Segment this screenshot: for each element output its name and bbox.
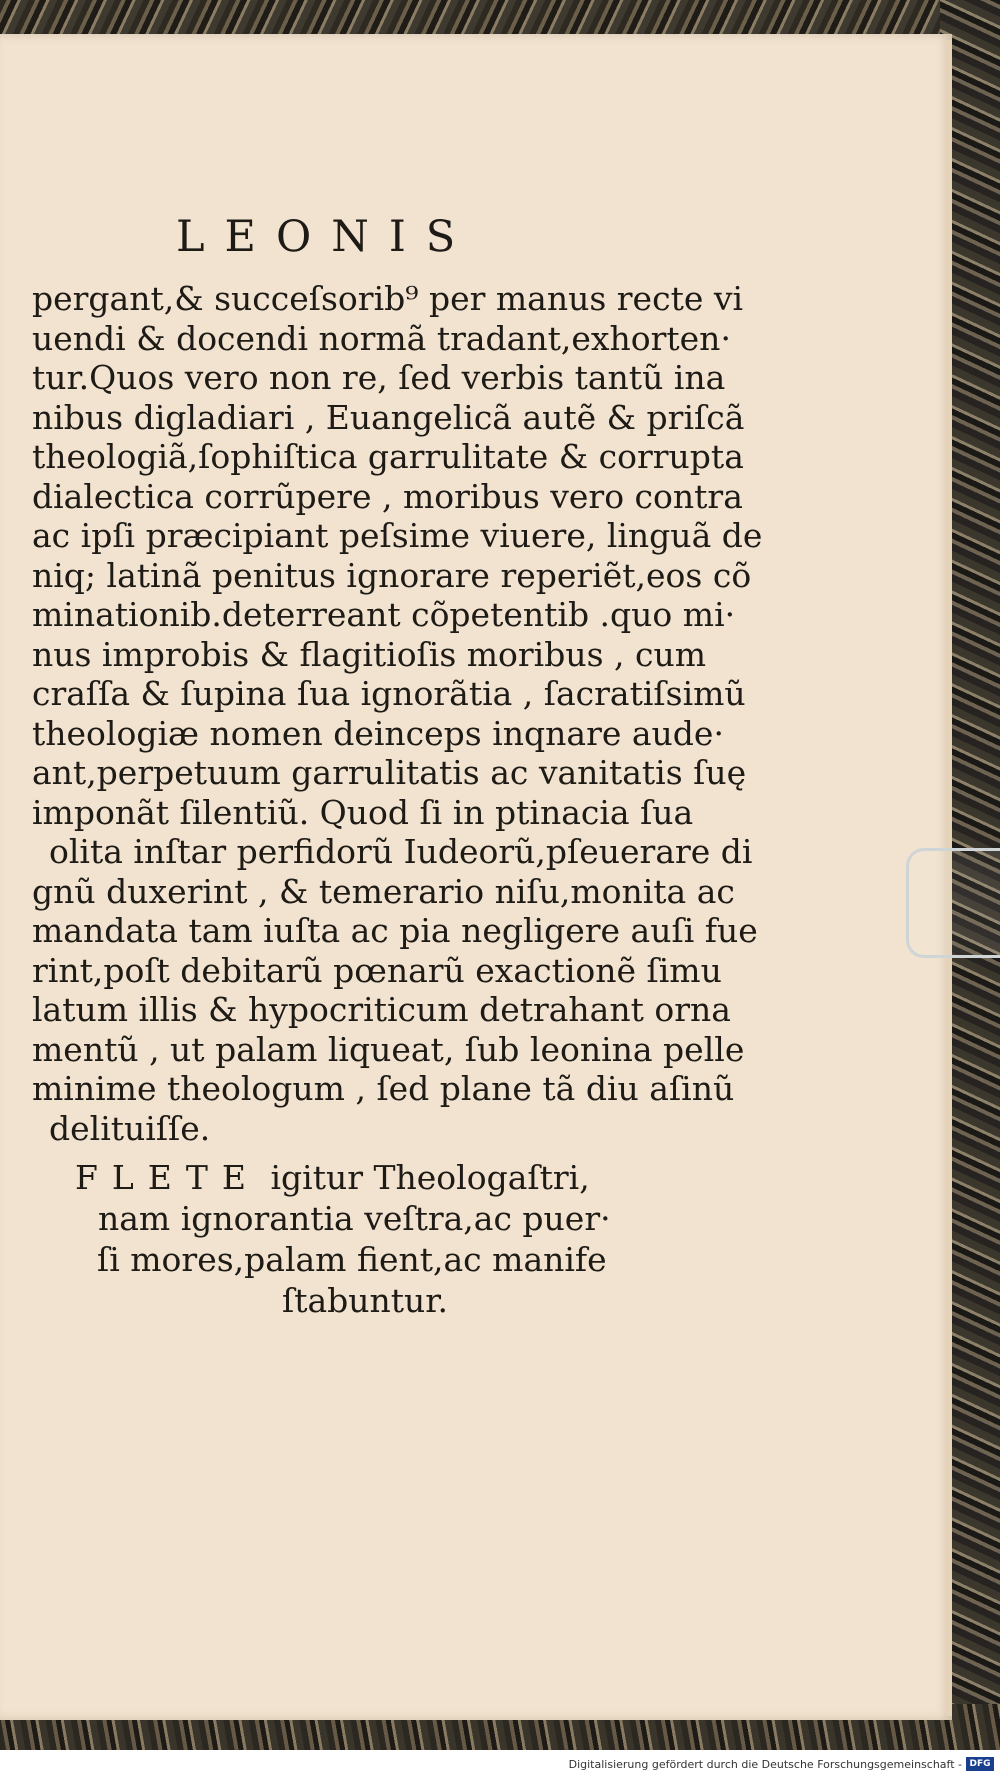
dfg-logo: DFG bbox=[966, 1757, 994, 1771]
text-line: gnũ duxerint , & temerario niſu,monita ac bbox=[32, 871, 735, 911]
closing-line: ſtabuntur. bbox=[282, 1281, 448, 1320]
text-line: minime theologum , ſed plane tã diu aſinũ bbox=[32, 1069, 735, 1108]
text-line: minationib.deterreant cõpetentib .quo mi· bbox=[32, 595, 736, 634]
closing-line: ſi mores,palam fient,ac manife bbox=[97, 1240, 607, 1279]
text-line: mentũ , ut palam liqueat, ſub leonina pelle bbox=[32, 1029, 745, 1069]
text-line: pergant,& succeſsorib⁹ per manus recte vi bbox=[32, 279, 744, 318]
text-line: craſſa & ſupina ſua ignorãtia , ſacratiſsimũ bbox=[32, 674, 746, 713]
text-line: mandata tam iuſta ac pia negligere auſi fue bbox=[32, 911, 758, 950]
text-line: uendi & docendi normã tradant,exhorten· bbox=[32, 318, 731, 358]
text-line: nibus digladiari , Euangelicã autẽ & priſcã bbox=[32, 397, 745, 437]
closing-exhortation bbox=[0, 1157, 680, 1321]
text-line: delituiſſe. bbox=[49, 1108, 211, 1148]
page-clip bbox=[906, 848, 1000, 958]
funding-credit: Digitalisierung gefördert durch die Deutsche Forschungsgemeinschaft - bbox=[568, 1758, 962, 1771]
running-head: LEONIS bbox=[176, 212, 476, 262]
text-line: imponãt ſilentiũ. Quod ſi in ptinacia ſua bbox=[32, 792, 694, 832]
closing-word: FLETE bbox=[75, 1158, 261, 1197]
text-line: theologiã,ſophiſtica garrulitate & corrupta bbox=[32, 437, 744, 476]
closing-text: igitur Theologaſtri, bbox=[260, 1158, 590, 1197]
book-page bbox=[0, 34, 952, 1720]
closing-line bbox=[0, 1157, 680, 1198]
text-line: olita inſtar perfidorũ Iudeorũ,pſeuerare di bbox=[49, 832, 753, 871]
text-line: theologiæ nomen deinceps inqnare aude· bbox=[32, 713, 724, 753]
text-line: rint,poſt debitarũ pœnarũ exactionẽ ſimu bbox=[32, 950, 722, 990]
closing-line: nam ignorantia veſtra,ac puer· bbox=[98, 1199, 611, 1238]
text-line: niq; latinã penitus ignorare reperiẽt,eos cõ bbox=[32, 555, 752, 595]
text-line: tur.Quos vero non re, ſed verbis tantũ ina bbox=[32, 358, 726, 397]
text-line: latum illis & hypocriticum detrahant orna bbox=[32, 990, 731, 1029]
text-line: ac ipſi præcipiant peſsime viuere, linguã de bbox=[32, 516, 763, 555]
body-text bbox=[32, 279, 763, 1148]
text-line: ant,perpetuum garrulitatis ac vanitatis ſuę bbox=[32, 753, 747, 792]
text-line: nus improbis & flagitioſis moribus , cum bbox=[32, 634, 707, 674]
footer-bar bbox=[0, 1750, 1000, 1779]
text-line: dialectica corrũpere , moribus vero contra bbox=[32, 476, 743, 516]
